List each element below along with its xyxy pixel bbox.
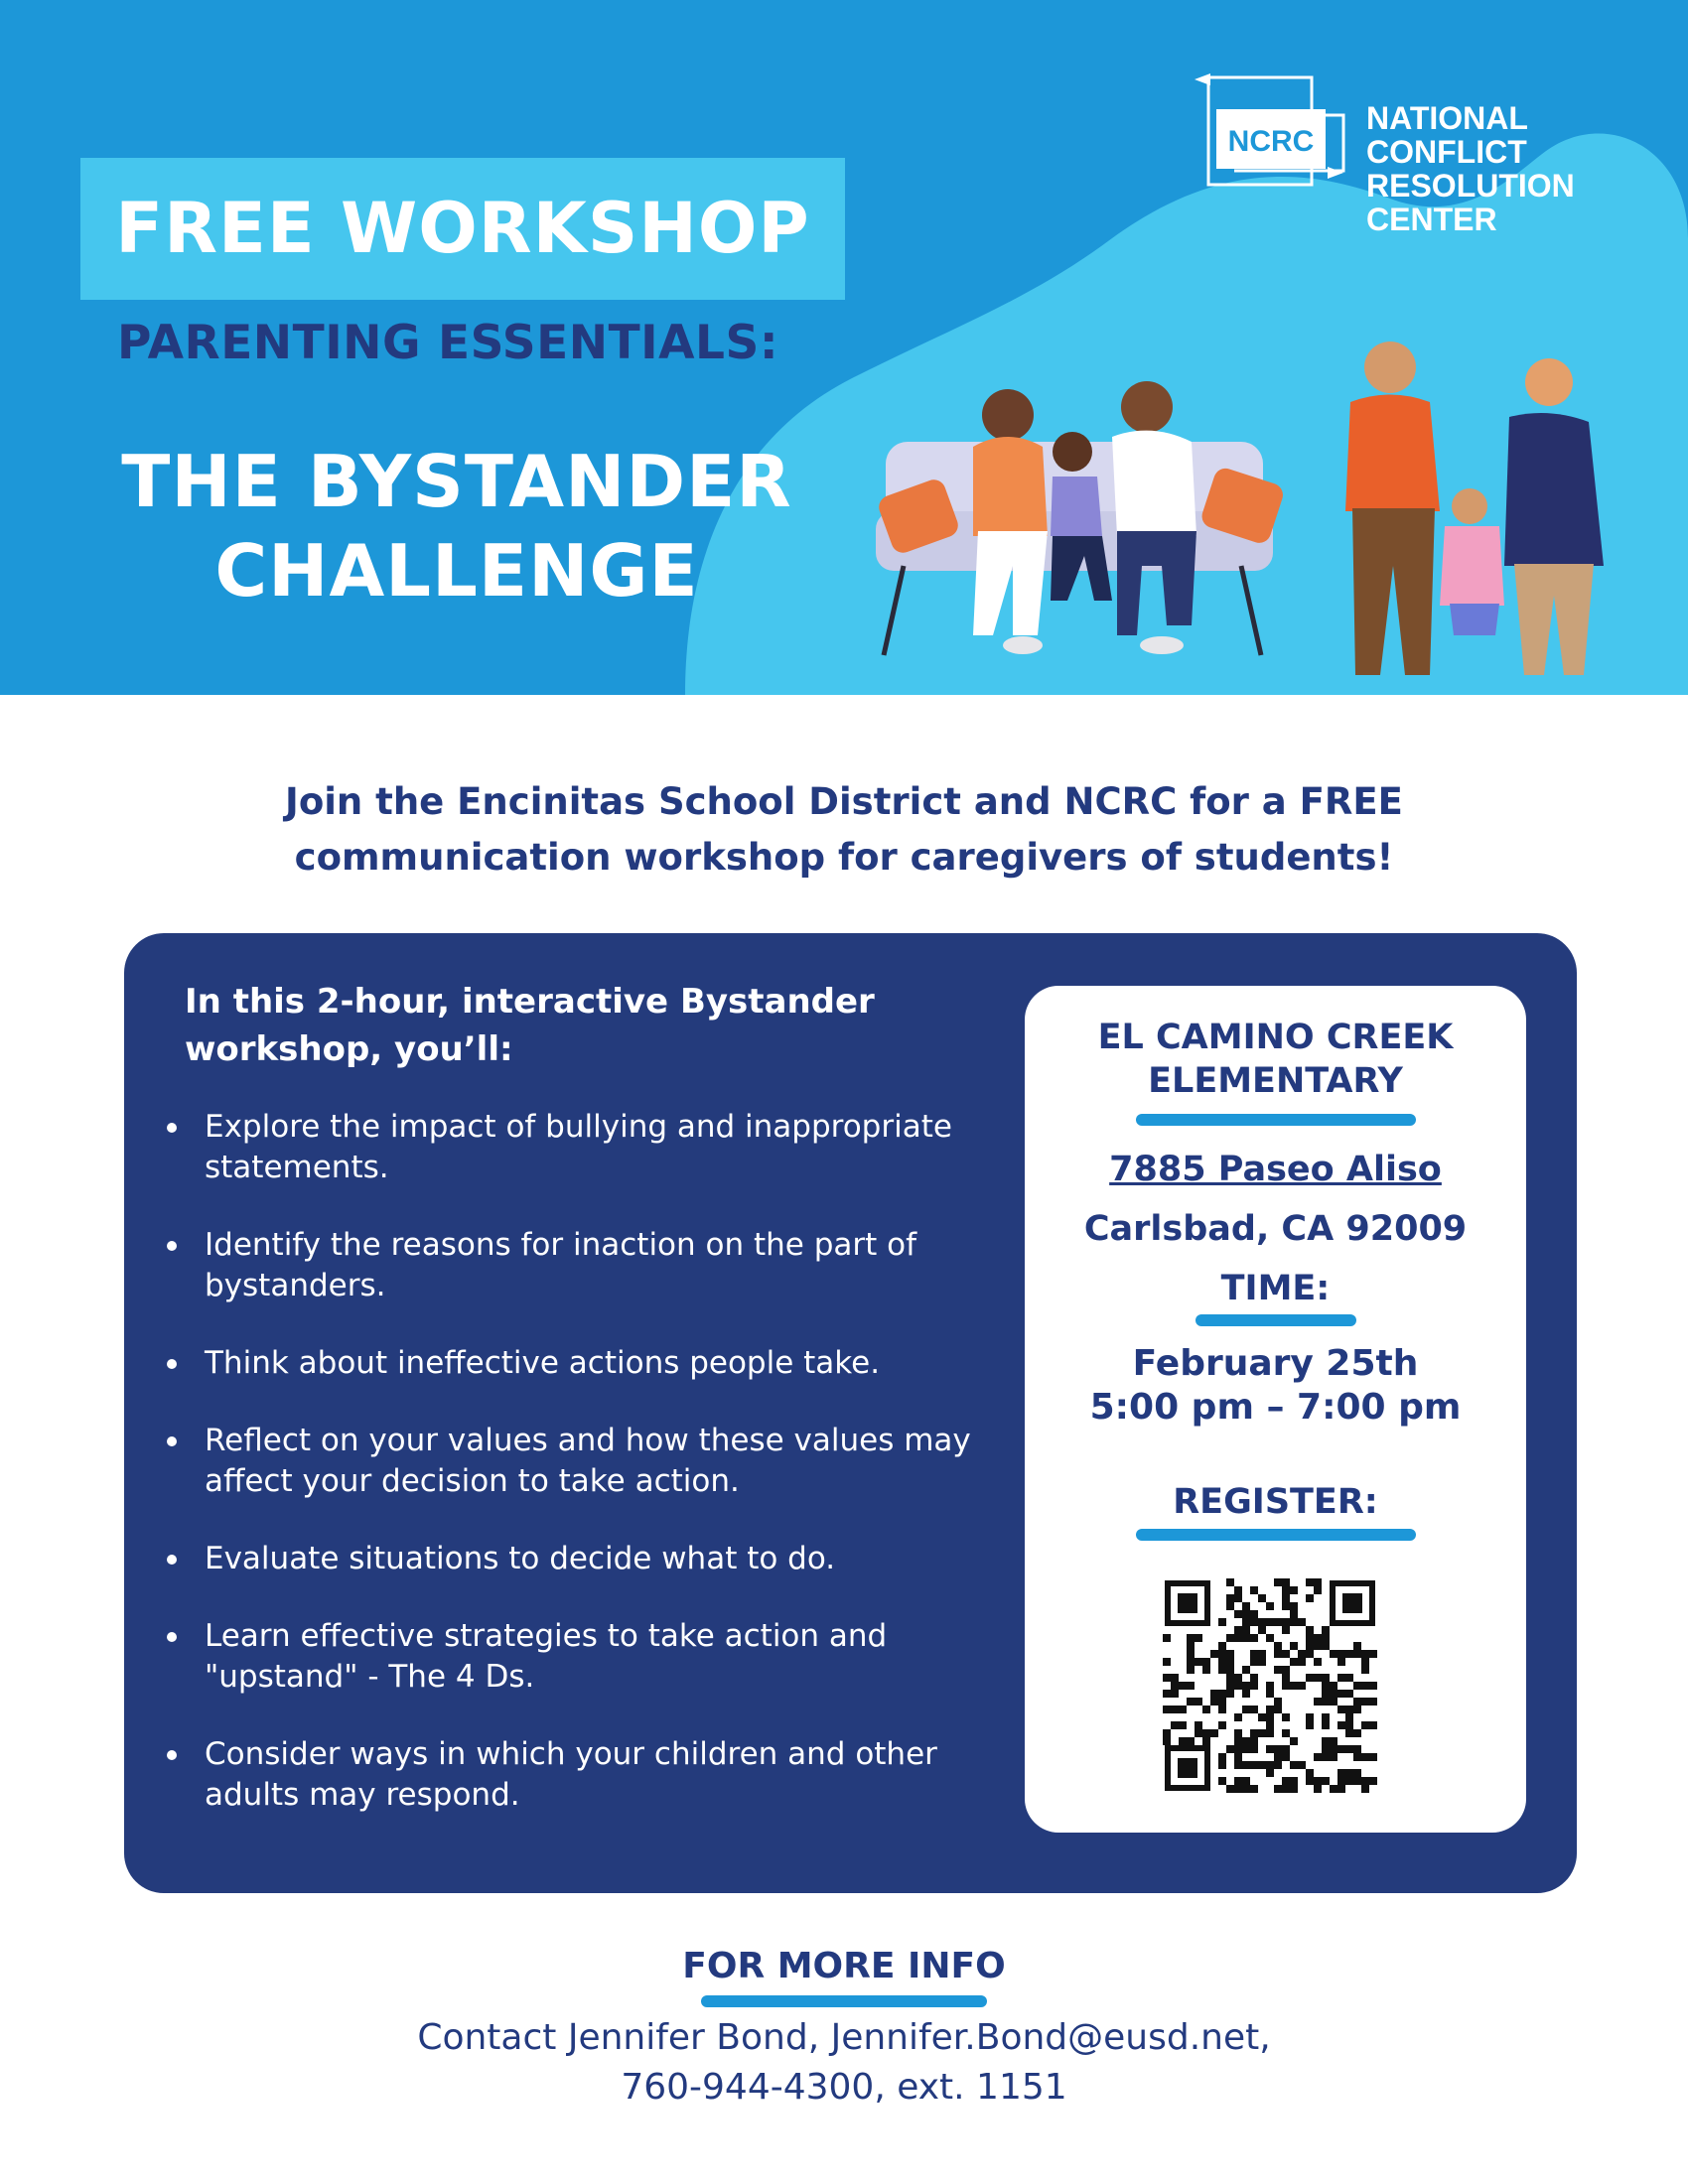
contact-line-1[interactable]: Contact Jennifer Bond, Jennifer.Bond@eusd.net, xyxy=(417,2017,1271,2058)
bullet-item xyxy=(159,1421,993,1502)
bullet-item xyxy=(159,1616,993,1698)
divider-rule xyxy=(701,1995,987,2007)
bullet-dot-icon xyxy=(167,1555,177,1565)
register-label: REGISTER: xyxy=(1173,1482,1378,1522)
divider-rule xyxy=(1136,1529,1416,1541)
divider-rule xyxy=(1136,1114,1416,1126)
bullet-item xyxy=(159,1107,993,1188)
time-label: TIME: xyxy=(1220,1269,1331,1308)
bullet-text: Consider ways in which your children and other adults may respond. xyxy=(205,1736,937,1813)
logo-line-3: RESOLUTION xyxy=(1366,168,1575,204)
school-name-line-2: ELEMENTARY xyxy=(1148,1061,1403,1101)
intro-line-2: communication workshop for caregivers of students! xyxy=(294,836,1394,879)
bullet-text: Identify the reasons for inaction on the part of bystanders. xyxy=(205,1227,917,1303)
logo-line-2: CONFLICT xyxy=(1366,134,1527,170)
bullet-dot-icon xyxy=(167,1359,177,1369)
logo-line-4: CENTER xyxy=(1366,202,1497,237)
bullet-text: Evaluate situations to decide what to do. xyxy=(205,1541,836,1576)
title-line-1: THE BYSTANDER xyxy=(121,440,792,523)
contact-info xyxy=(0,2013,1688,2113)
bullet-dot-icon xyxy=(167,1632,177,1642)
bullet-dot-icon xyxy=(167,1123,177,1133)
family-illustration xyxy=(864,338,1618,695)
bullet-dot-icon xyxy=(167,1750,177,1760)
school-name-line-1: EL CAMINO CREEK xyxy=(1097,1018,1454,1057)
event-date: February 25th xyxy=(1132,1343,1419,1384)
free-workshop-banner: FREE WORKSHOP xyxy=(115,188,810,269)
address-city: Carlsbad, CA 92009 xyxy=(1083,1209,1468,1249)
bullet-dot-icon xyxy=(167,1241,177,1251)
school-name xyxy=(1025,1016,1526,1103)
details-heading-line-2: workshop, you’ll: xyxy=(185,1029,513,1069)
bullet-text: Explore the impact of bullying and inappropriate statements. xyxy=(205,1109,952,1185)
details-heading-line-1: In this 2-hour, interactive Bystander xyxy=(185,982,875,1022)
intro-line-1: Join the Encinitas School District and NCRC for a FREE xyxy=(285,780,1403,823)
bullet-item xyxy=(159,1734,993,1816)
bullet-text: Learn effective strategies to take action and "upstand" - The 4 Ds. xyxy=(205,1618,888,1695)
divider-rule xyxy=(1196,1314,1356,1326)
intro-text xyxy=(199,774,1489,886)
contact-line-2: 760-944-4300, ext. 1151 xyxy=(621,2067,1067,2108)
ncrc-logo-icon xyxy=(1195,68,1353,187)
more-info-heading: FOR MORE INFO xyxy=(682,1946,1006,1986)
bullet-item xyxy=(159,1343,993,1384)
bullet-dot-icon xyxy=(167,1436,177,1446)
bullet-item xyxy=(159,1225,993,1306)
event-hours: 5:00 pm – 7:00 pm xyxy=(1089,1387,1462,1428)
address-street-link[interactable]: 7885 Paseo Aliso xyxy=(1109,1150,1442,1189)
workshop-bullet-list xyxy=(159,1107,993,1852)
workshop-title xyxy=(79,437,834,615)
details-heading xyxy=(185,978,979,1073)
logo-mark-text: NCRC xyxy=(1227,125,1315,158)
bullet-text: Think about ineffective actions people take. xyxy=(205,1345,881,1381)
bullet-item xyxy=(159,1539,993,1579)
workshop-subtitle: PARENTING ESSENTIALS: xyxy=(117,316,779,370)
logo-wordmark xyxy=(1366,101,1575,236)
title-line-2: CHALLENGE xyxy=(214,529,699,613)
bullet-text: Reflect on your values and how these values may affect your decision to take action. xyxy=(205,1423,971,1499)
register-qr-code[interactable] xyxy=(1161,1576,1379,1795)
logo-line-1: NATIONAL xyxy=(1366,100,1528,136)
